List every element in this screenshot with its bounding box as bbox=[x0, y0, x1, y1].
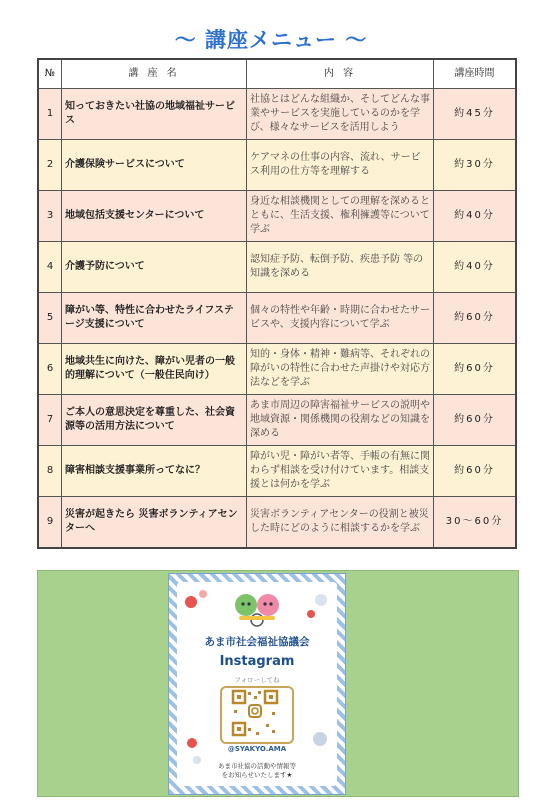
flyer-org-name: あま市社会福祉協議会 bbox=[204, 636, 310, 648]
flyer-platform: Instagram bbox=[219, 654, 295, 669]
course-name: 介護保険サービスについて bbox=[62, 140, 247, 191]
course-time: 約45分 bbox=[434, 89, 517, 140]
course-name: 知っておきたい社協の地域福祉サービス bbox=[62, 89, 247, 140]
table-row bbox=[38, 344, 516, 395]
row-no: 3 bbox=[38, 191, 62, 242]
row-no: 8 bbox=[38, 446, 62, 497]
course-time: 約60分 bbox=[434, 293, 517, 344]
header-name: 講 座 名 bbox=[62, 59, 247, 89]
table-row bbox=[38, 497, 516, 548]
course-content: 災害ボランティアセンターの役割と被災した時にどのように相談するかを学ぶ bbox=[247, 497, 434, 548]
course-time: 30〜60分 bbox=[434, 497, 517, 548]
flyer-note-line1: あま市社協の活動や情報等 bbox=[218, 762, 296, 770]
instagram-handle: @SYAKYO.AMA bbox=[227, 745, 287, 753]
row-no: 4 bbox=[38, 242, 62, 293]
course-name: 災害が起きたら 災害ボランティアセンターへ bbox=[62, 497, 247, 548]
header-no: № bbox=[38, 59, 62, 89]
instagram-flyer bbox=[168, 573, 346, 795]
decor-dot-icon bbox=[315, 594, 327, 606]
table-row bbox=[38, 89, 516, 140]
instagram-promo-panel bbox=[37, 570, 519, 797]
row-no: 2 bbox=[38, 140, 62, 191]
decor-dot-icon bbox=[307, 610, 315, 618]
table-row bbox=[38, 395, 516, 446]
page-title: 〜 講座メニュー 〜 bbox=[174, 28, 368, 52]
course-time: 約40分 bbox=[434, 191, 517, 242]
course-name: 障がい等、特性に合わせたライフステージ支援について bbox=[62, 293, 247, 344]
row-no: 1 bbox=[38, 89, 62, 140]
course-time: 約60分 bbox=[434, 344, 517, 395]
row-no: 6 bbox=[38, 344, 62, 395]
course-content: 社協とはどんな組織か、そしてどんな事業やサービスを実施しているのかを学び、様々なサービスを活用しよう bbox=[247, 89, 434, 140]
flyer-note-line2: をお知らせいたします★ bbox=[221, 771, 293, 779]
mascot-characters-icon bbox=[229, 588, 285, 628]
course-content: 個々の特性や年齢・時期に合わせたサービスや、支援内容について学ぶ bbox=[247, 293, 434, 344]
table-row bbox=[38, 446, 516, 497]
decor-dot-icon bbox=[313, 732, 327, 746]
qr-code-icon bbox=[222, 688, 288, 738]
row-no: 7 bbox=[38, 395, 62, 446]
course-time: 約60分 bbox=[434, 446, 517, 497]
course-content: あま市周辺の障害福祉サービスの説明や地域資源・関係機関の役割などの知識を深める bbox=[247, 395, 434, 446]
course-content: 障がい児・障がい者等、手帳の有無に関わらず相談を受け付けています。相談支援とは何かを学ぶ bbox=[247, 446, 434, 497]
header-time: 講座時間 bbox=[434, 59, 517, 89]
table-row bbox=[38, 140, 516, 191]
flyer-follow-text: フォローしてね bbox=[234, 676, 280, 684]
course-time: 約40分 bbox=[434, 242, 517, 293]
course-time: 約30分 bbox=[434, 140, 517, 191]
course-content: 認知症予防、転倒予防、疾患予防 等の知識を深める bbox=[247, 242, 434, 293]
course-content: ケアマネの仕事の内容、流れ、サービス利用の仕方等を理解する bbox=[247, 140, 434, 191]
course-content: 身近な相談機関としての理解を深めるとともに、生活支援、権利擁護等について学ぶ bbox=[247, 191, 434, 242]
decor-dot-icon bbox=[185, 596, 197, 608]
row-no: 9 bbox=[38, 497, 62, 548]
course-time: 約60分 bbox=[434, 395, 517, 446]
table-row bbox=[38, 242, 516, 293]
table-row bbox=[38, 191, 516, 242]
table-row bbox=[38, 293, 516, 344]
header-content: 内 容 bbox=[247, 59, 434, 89]
course-menu-table bbox=[37, 58, 517, 549]
flyer-note bbox=[177, 762, 337, 780]
course-name: 障害相談支援事業所ってなに？ bbox=[62, 446, 247, 497]
course-name: ご本人の意思決定を尊重した、社会資源等の活用方法について bbox=[62, 395, 247, 446]
row-no: 5 bbox=[38, 293, 62, 344]
course-name: 介護予防について bbox=[62, 242, 247, 293]
course-name: 地域包括支援センターについて bbox=[62, 191, 247, 242]
table-header-row bbox=[38, 59, 516, 89]
course-content: 知的・身体・精神・難病等、それぞれの障がいの特性に合わせた声掛けや対応方法などを学ぶ bbox=[247, 344, 434, 395]
qr-code[interactable] bbox=[220, 686, 294, 744]
course-name: 地域共生に向けた、障がい児者の一般的理解について（一般住民向け） bbox=[62, 344, 247, 395]
flyer-card bbox=[177, 582, 337, 786]
decor-dot-icon bbox=[199, 590, 207, 598]
